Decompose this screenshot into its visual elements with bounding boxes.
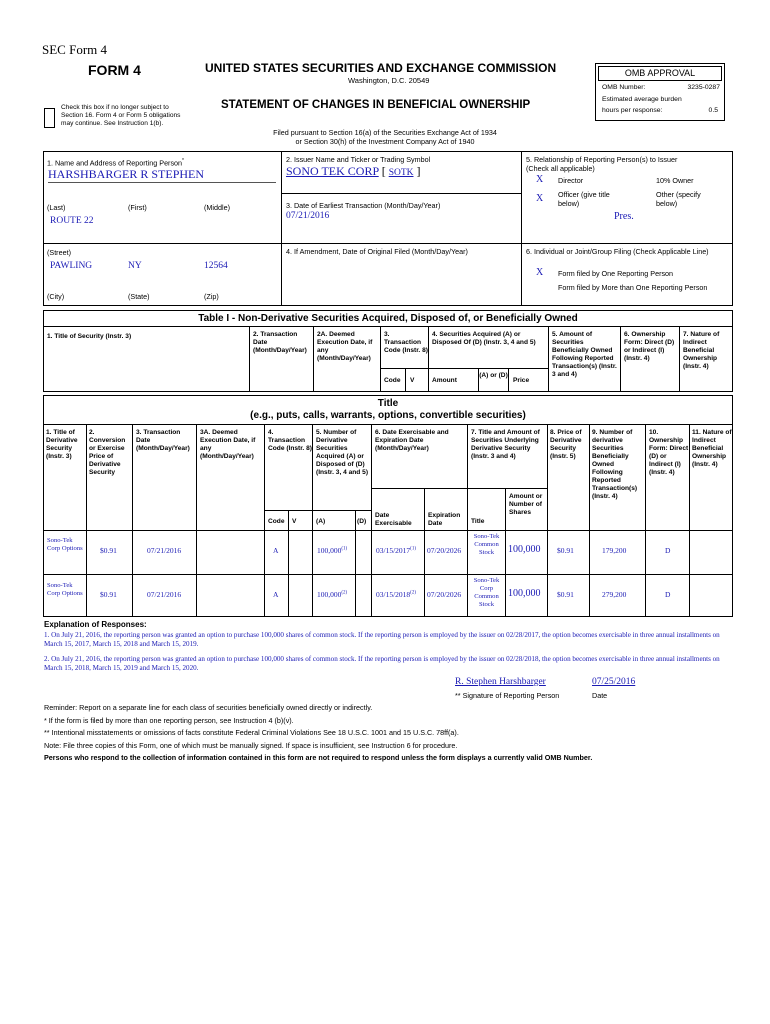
t2-h3: 3. Transaction Date (Month/Day/Year): [136, 429, 190, 452]
zip-label: (Zip): [204, 292, 219, 301]
omb-number-label: OMB Number:: [602, 84, 646, 91]
sec-form-label: SEC Form 4: [42, 42, 108, 57]
row1-ownership-form: D: [665, 546, 671, 555]
t2-h4: 4. Transaction Code (Instr. 8): [268, 429, 312, 452]
t1-v: V: [410, 377, 415, 384]
single-filer-check: X: [536, 267, 544, 278]
signature-date-label: Date: [592, 691, 608, 700]
city-label: (City): [47, 292, 65, 301]
table1-title: Table I - Non-Derivative Securities Acquired, Disposed of, or Beneficially Owned: [198, 313, 578, 324]
t2-title: Title: [471, 518, 485, 525]
omb-number-value: 3235-0287: [687, 84, 720, 91]
t2-h6: 6. Date Exercisable and Expiration Date (Month/Day/Year): [375, 429, 449, 452]
t2-h5: 5. Number of Derivative Securities Acquired (A) or Disposed of (D) (Instr. 3, 4 and 5): [316, 429, 369, 476]
t2-v: V: [292, 518, 297, 525]
section16-checkbox[interactable]: [44, 108, 55, 128]
other-label: Other (specify below): [656, 190, 701, 208]
t1-h5: 5. Amount of Securities Beneficially Owned Following Reported Transaction(s) (Instr. 3 and 4): [552, 331, 617, 378]
t2-h3a: 3A. Deemed Execution Date, if any (Month/Day/Year): [200, 429, 256, 460]
row1-underlying-shares: 100,000: [508, 544, 541, 555]
t1-h2: 2. Transaction Date (Month/Day/Year): [253, 331, 307, 354]
box5-label: 5. Relationship of Reporting Person(s) to Issuer: [526, 155, 678, 164]
box1-label: 1. Name and Address of Reporting Person*: [47, 158, 184, 168]
ten-percent-owner-label: 10% Owner: [656, 176, 694, 185]
issuer-ticker[interactable]: SOTK: [388, 168, 414, 178]
t1-h2a: 2A. Deemed Execution Date, if any (Month/Day/Year): [317, 331, 373, 362]
row1-transaction-date: 07/21/2016: [147, 546, 182, 555]
row1-security: Sono-Tek Corp Options: [47, 537, 83, 552]
row2-expiration: 07/20/2026: [427, 590, 462, 599]
state-value: NY: [128, 261, 142, 271]
t1-h6: 6. Ownership Form: Direct (D) or Indirect (I) (Instr. 4): [624, 331, 675, 362]
row2-underlying-shares: 100,000: [508, 588, 541, 599]
t1-h4: 4. Securities Acquired (A) or Disposed Of (D) (Instr. 3, 4 and 5): [432, 331, 536, 346]
row2-conversion-price: $0.91: [100, 590, 117, 599]
officer-title: Pres.: [614, 211, 634, 222]
row2-owned: 279,200: [602, 590, 627, 599]
box5-sublabel: (Check all applicable): [526, 164, 595, 173]
signature-name: R. Stephen Harshbarger: [455, 677, 546, 687]
last-label: (Last): [47, 203, 66, 212]
zip-value: 12564: [204, 261, 228, 271]
t2-amount-shares: Amount or Number of Shares: [509, 493, 543, 516]
statement-title: STATEMENT OF CHANGES IN BENEFICIAL OWNERSHIP: [221, 99, 531, 111]
director-check: X: [536, 174, 544, 185]
t1-price: Price: [513, 377, 530, 384]
row2-underlying-title: Sono-Tek Corp Common Stock: [473, 577, 500, 608]
t1-h7: 7. Nature of Indirect Beneficial Ownership (Instr. 4): [683, 331, 720, 370]
issuer-line: SONO TEK CORP [ SOTK ]: [286, 164, 421, 178]
signature-label: ** Signature of Reporting Person: [455, 691, 560, 700]
commission-title: UNITED STATES SECURITIES AND EXCHANGE COMMISSION: [205, 61, 557, 75]
reporting-person-name: HARSHBARGER R STEPHEN: [48, 167, 276, 183]
row2-acquired: 100,000$^{(2)}$: [317, 590, 348, 599]
t2-code: Code: [268, 518, 285, 525]
omb-burden-hours-label: hours per response:: [602, 107, 663, 114]
middle-label: (Middle): [204, 203, 230, 212]
signature-date: 07/25/2016: [592, 677, 636, 687]
state-label: (State): [128, 292, 150, 301]
officer-label: Officer (give title below): [558, 190, 610, 208]
omb-approval-box: [595, 63, 725, 121]
box3-label: 3. Date of Earliest Transaction (Month/Day/Year): [286, 201, 441, 210]
footer-note-double-star: ** Intentional misstatements or omissions of facts constitute Federal Criminal Violations See 18 U.S.C. 1001 and 15 U.S.C. 78ff(a).: [44, 728, 459, 737]
row1-deriv-price: $0.91: [557, 546, 574, 555]
city-value: PAWLING: [50, 261, 93, 271]
filed-pursuant-line2: or Section 30(h) of the Investment Company Act of 1940: [295, 137, 475, 146]
street-label: (Street): [47, 248, 71, 257]
explanation-title: Explanation of Responses:: [44, 620, 147, 629]
t1-a-or-d: (A) or (D): [479, 372, 508, 379]
t2-h10: 10. Ownership Form: Direct (D) or Indirect (I) (Instr. 4): [649, 429, 689, 476]
omb-approval-title: OMB APPROVAL: [598, 66, 722, 81]
t2-h2: 2. Conversion or Exercise Price of Derivative Security: [89, 429, 126, 476]
issuer-name[interactable]: SONO TEK CORP: [286, 164, 379, 178]
form-number: FORM 4: [88, 62, 141, 78]
single-filer-label: Form filed by One Reporting Person: [558, 269, 674, 278]
t2-h11: 11. Nature of Indirect Beneficial Ownership (Instr. 4): [692, 429, 732, 468]
t1-h3: 3. Transaction Code (Instr. 8): [384, 331, 428, 354]
t2-h7: 7. Title and Amount of Securities Underlying Derivative Security (Instr. 3 and 4): [471, 429, 540, 460]
t2-h8: 8. Price of Derivative Security (Instr. 5): [550, 429, 582, 460]
street-value: ROUTE 22: [50, 216, 94, 226]
row2-transaction-date: 07/21/2016: [147, 590, 182, 599]
row1-underlying-title: Sono-Tek Common Stock: [473, 533, 500, 556]
row2-code: A: [273, 590, 279, 599]
box4-label: 4. If Amendment, Date of Original Filed (Month/Day/Year): [286, 247, 468, 256]
t1-h1: 1. Title of Security (Instr. 3): [47, 333, 132, 340]
officer-check: X: [536, 193, 544, 204]
omb-burden-value: 0.5: [708, 107, 718, 114]
row2-date-exercisable: 03/15/2018$^{(2)}$: [376, 590, 417, 599]
row2-deriv-price: $0.91: [557, 590, 574, 599]
row1-expiration: 07/20/2026: [427, 546, 462, 555]
row1-conversion-price: $0.91: [100, 546, 117, 555]
footer-reminder: Reminder: Report on a separate line for each class of securities beneficially owned directly or indirectly.: [44, 703, 373, 712]
table2-subtitle: (e.g., puts, calls, warrants, options, convertible securities): [250, 410, 526, 421]
t2-date-exercisable: Date Exercisable: [375, 512, 412, 527]
commission-location: Washington, D.C. 20549: [348, 76, 430, 85]
row2-ownership-form: D: [665, 590, 671, 599]
row1-date-exercisable: 03/15/2017$^{(1)}$: [376, 546, 417, 555]
t2-expiration-date: Expiration Date: [428, 512, 461, 527]
box6-label: 6. Individual or Joint/Group Filing (Check Applicable Line): [526, 247, 709, 256]
filed-pursuant-line1: Filed pursuant to Section 16(a) of the Securities Exchange Act of 1934: [273, 128, 497, 137]
t2-h1: 1. Title of Derivative Security (Instr. 3): [46, 429, 78, 460]
explanation-1: 1. On July 21, 2016, the reporting person was granted an option to purchase 100,000 shares of common stock. If the reporting person is employed by the issuer on 02/28/2017, the option becomes exercisable in three annual installments on March 15, 2017, March 15, 2018 and March 15, 2019.: [44, 631, 720, 648]
table2-title: Title: [377, 398, 399, 409]
explanation-2: 2. On July 21, 2016, the reporting person was granted an option to purchase 100,000 shares of common stock. If the reporting person is employed by the issuer on 02/28/2018, the option becomes exercisable in three annual installments on March 15, 2018, March 15, 2019 and March 15, 2020.: [44, 655, 720, 672]
multiple-filer-label: Form filed by More than One Reporting Person: [558, 283, 708, 292]
section16-checkbox-label: Check this box if no longer subject to Section 16. Form 4 or Form 5 obligations may continue. See Instruction 1(b).: [61, 104, 181, 127]
footer-note-star: * If the form is filed by more than one reporting person, see Instruction 4 (b)(v).: [44, 716, 294, 725]
t2-a: (A): [316, 518, 326, 525]
t2-d: (D): [357, 518, 367, 525]
t1-code: Code: [384, 377, 401, 384]
row1-acquired: 100,000$^{(1)}$: [317, 546, 348, 555]
omb-burden-label: Estimated average burden: [602, 96, 682, 103]
row1-owned: 179,200: [602, 546, 627, 555]
t2-h9: 9. Number of derivative Securities Beneficially Owned Following Reported Transaction(s) (Instr. 4): [592, 429, 638, 500]
box2-label: 2. Issuer Name and Ticker or Trading Symbol: [286, 155, 431, 164]
earliest-transaction-date: 07/21/2016: [286, 211, 330, 221]
row1-code: A: [273, 546, 279, 555]
footer-file-copies: Note: File three copies of this Form, one of which must be manually signed. If space is insufficient, see Instruction 6 for procedure.: [44, 741, 458, 750]
director-label: Director: [558, 176, 584, 185]
row2-security: Sono-Tek Corp Options: [47, 582, 83, 597]
t1-amount: Amount: [432, 377, 457, 384]
footer-omb-notice: Persons who respond to the collection of information contained in this form are not required to respond unless the form displays a currently valid OMB Number.: [44, 753, 593, 762]
first-label: (First): [128, 203, 147, 212]
